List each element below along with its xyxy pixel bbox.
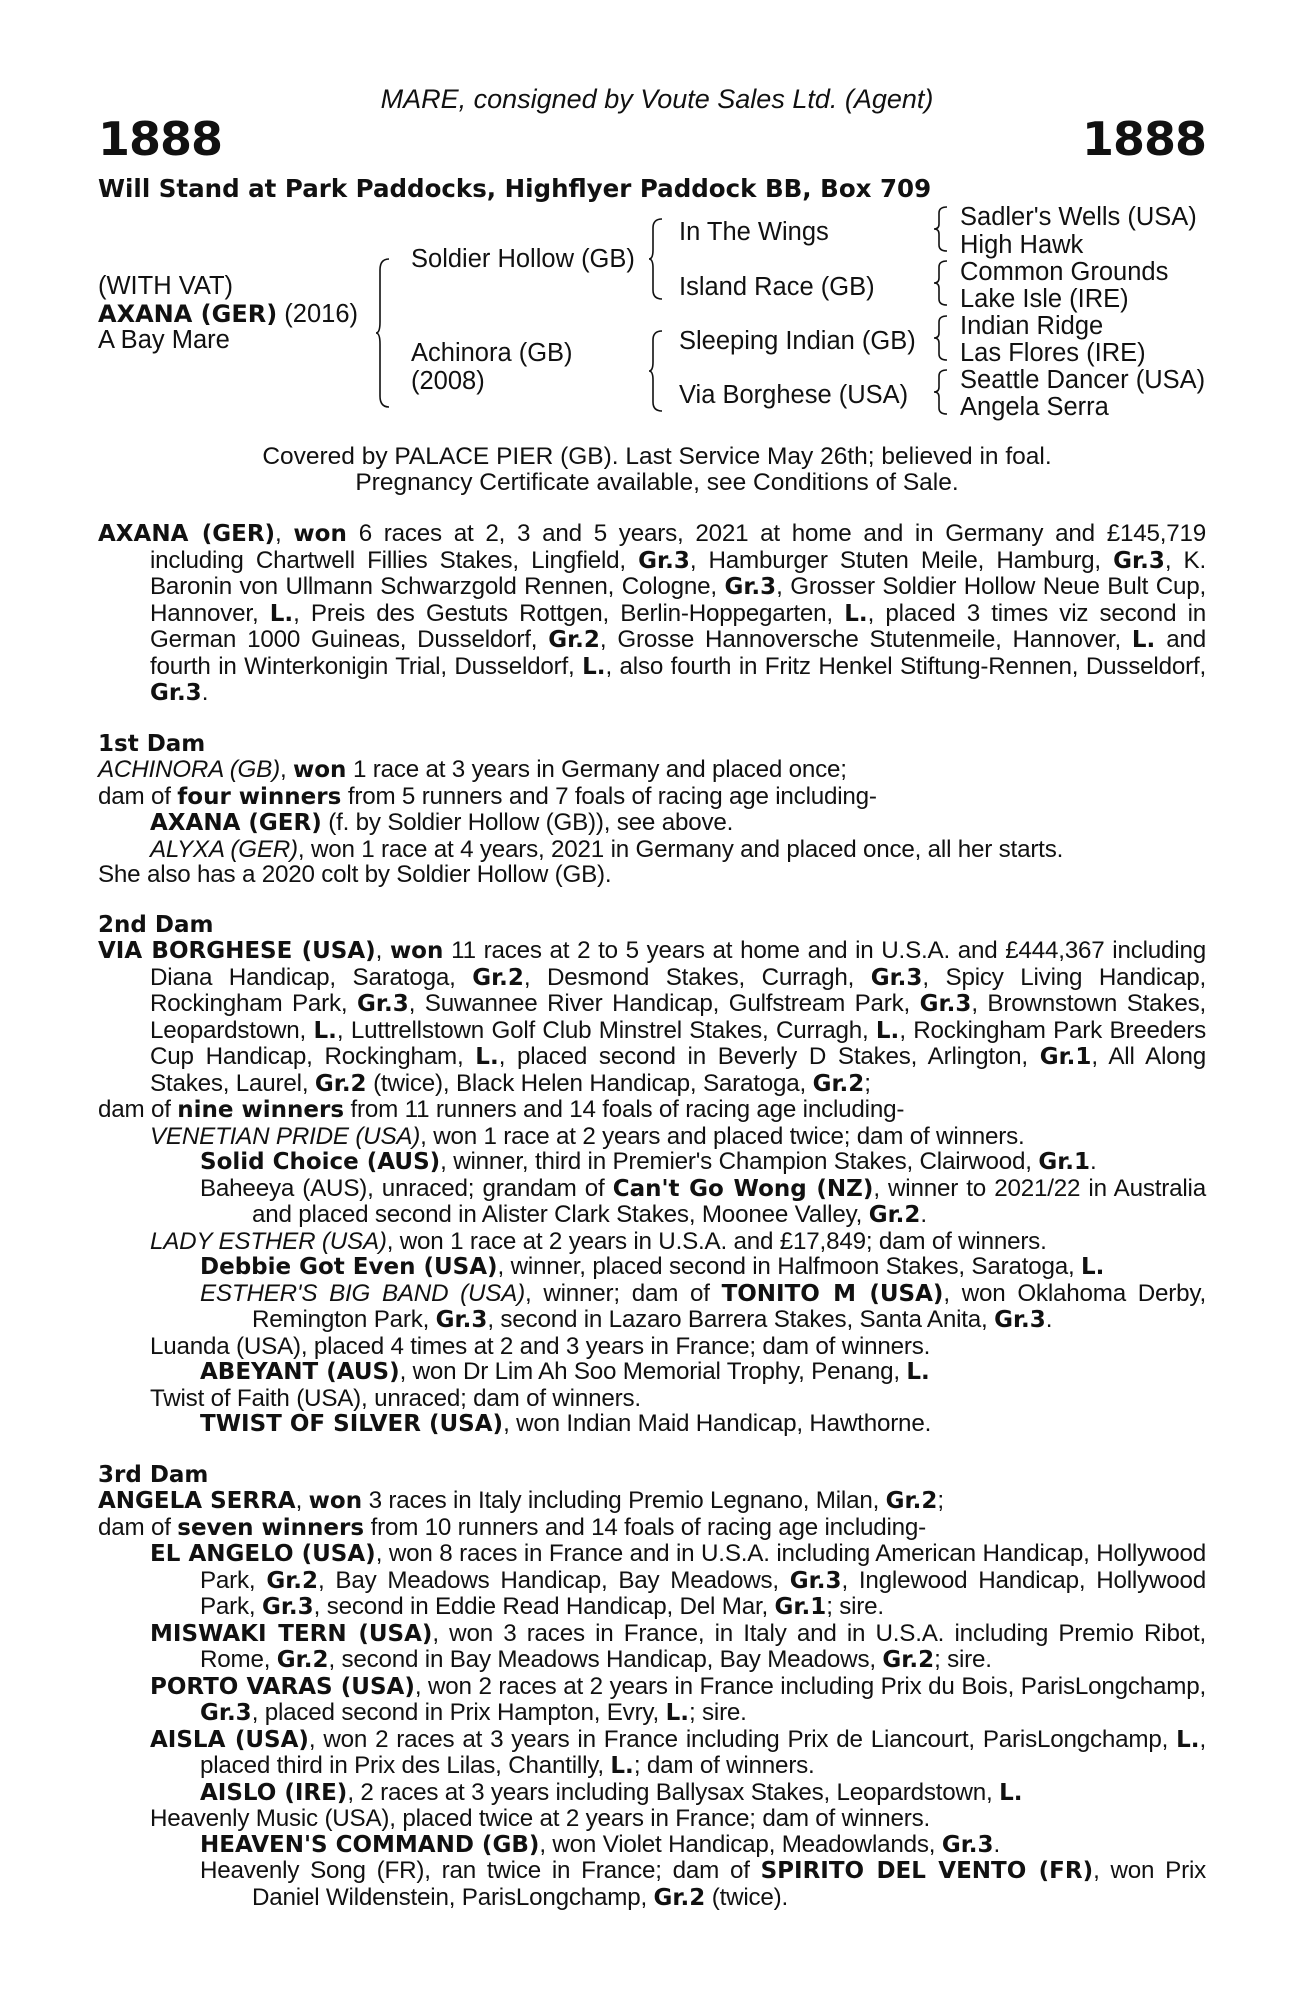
gen4-6: Las Flores (IRE) (960, 339, 1146, 367)
italic-run: ESTHER'S BIG BAND (USA) (200, 1279, 525, 1307)
vat-note: (WITH VAT) (98, 272, 234, 300)
produce-twist-of-faith (98, 1386, 1206, 1412)
third-dam-heading: 3rd Dam (98, 1461, 209, 1488)
bold-run: Can't Go Wong (NZ) (612, 1175, 874, 1202)
sire-name: Soldier Hollow (GB) (411, 245, 635, 273)
bold-run: Gr.2 (812, 1070, 865, 1097)
text-run: , Preis des Gestuts Rottgen, Berlin-Hoppegarten, (293, 599, 845, 627)
text-run: 11 races at 2 to 5 years at home and in U.S.A. and £444,367 including Diana Handicap, Saratoga, (150, 937, 1206, 991)
bold-run: L. (610, 1753, 634, 1779)
bold-run: L. (665, 1700, 689, 1726)
bold-run: nine winners (177, 1097, 345, 1123)
text-run: . (1090, 1148, 1097, 1175)
horse-year: (2016) (284, 300, 358, 328)
text-run: , Spicy Living Handicap, Rockingham Park, (150, 963, 1206, 1017)
bold-run: HEAVEN'S COMMAND (GB) (200, 1831, 540, 1858)
bold-run: Gr.2 (314, 1070, 367, 1097)
bold-run: TONITO M (USA) (721, 1280, 944, 1307)
bold-run: Gr.3 (435, 1307, 488, 1333)
text-run: ; dam of winners. (633, 1752, 815, 1779)
bold-run: Solid Choice (AUS) (200, 1149, 441, 1175)
text-run: , placed second in Beverly D Stakes, Arlington, (498, 1043, 1040, 1070)
bold-run: Gr.1 (1038, 1149, 1090, 1175)
text-run: and fourth in Winterkonigin Trial, Dusseldorf, (150, 626, 1206, 680)
bold-run: won (293, 521, 347, 547)
bold-run: Gr.3 (1113, 547, 1165, 574)
text-run: . (1045, 1306, 1053, 1333)
bold-run: VIA BORGHESE (USA) (98, 938, 376, 964)
bold-run: TWIST OF SILVER (USA) (200, 1411, 504, 1437)
text-run: Heavenly Song (FR), ran twice in France; dam of (200, 1857, 761, 1884)
gen4-2: High Hawk (960, 231, 1084, 259)
text-run: , won Prix Daniel Wildenstein, ParisLongchamp, (252, 1857, 1207, 1911)
text-run: , Hamburger Stuten Meile, Hamburg, (689, 546, 1114, 574)
text-run: ; (864, 1069, 871, 1097)
second-dam-record (98, 938, 1206, 1097)
text-run: dam of (98, 1096, 178, 1123)
text-run: , won 8 races in France and in U.S.A. including American Handicap, Hollywood Park, (200, 1540, 1206, 1594)
bold-run: Gr.2 (653, 1884, 706, 1911)
produce-heavenly-song (98, 1858, 1206, 1911)
text-run: , Luttrellstown Golf Club Minstrel Stakes, Curragh, (336, 1016, 876, 1044)
produce-el-angelo (98, 1541, 1206, 1621)
text-run: , winner, placed second in Halfmoon Stakes, Saratoga, (497, 1253, 1082, 1280)
bold-run: won (308, 1488, 363, 1514)
text-run: , 2 races at 3 years including Ballysax Stakes, Leopardstown, (347, 1778, 1000, 1806)
text-run: ; (937, 1487, 944, 1514)
produce-baheeya (98, 1176, 1206, 1229)
bold-run: ABEYANT (AUS) (200, 1359, 400, 1385)
bold-run: L. (844, 600, 868, 627)
bold-run: L. (1176, 1726, 1200, 1753)
gen4-4: Lake Isle (IRE) (960, 285, 1129, 313)
first-dam-heading: 1st Dam (98, 730, 206, 757)
bold-run: EL ANGELO (USA) (150, 1541, 376, 1567)
bold-run: Gr.3 (357, 991, 409, 1017)
produce-twist-of-silver (98, 1411, 1206, 1438)
bold-run: seven winners (177, 1514, 365, 1541)
text-run: (f. by Soldier Hollow (GB)), see above. (321, 809, 734, 836)
bold-run: AXANA (GER) (150, 810, 322, 836)
text-run: , winner to 2021/22 in Australia and placed second in Alister Clark Stakes, Moonee Valley, (252, 1174, 1206, 1228)
text-run: from 11 runners and 14 foals of racing age including- (344, 1096, 905, 1123)
bold-run: Gr.2 (266, 1567, 319, 1594)
brace-island-race (934, 260, 948, 306)
brace-sire-line (649, 218, 663, 300)
horse-name: AXANA (GER) (98, 300, 278, 328)
text-run: , All Along Stakes, Laurel, (150, 1043, 1206, 1097)
bold-run: Gr.3 (724, 574, 777, 600)
text-run: 3 races in Italy including Premio Legnano, Milan, (362, 1487, 886, 1514)
bold-run: L. (999, 1779, 1023, 1806)
axana-record (98, 521, 1206, 707)
produce-abeyant (98, 1359, 1206, 1386)
covered-note: Covered by PALACE PIER (GB). Last Service May 26th; believed in foal. (262, 443, 1052, 470)
text-run: Baheeya (AUS), unraced; grandam of (200, 1174, 613, 1202)
gen3-3: Sleeping Indian (GB) (679, 327, 916, 355)
dam-year: (2008) (411, 367, 485, 395)
produce-heavens-command (98, 1832, 1206, 1859)
text-run: Luanda (USA), placed 4 times at 2 and 3 years in France; dam of winners. (150, 1332, 931, 1360)
bold-run: Gr.3 (261, 1594, 314, 1620)
text-run: . (920, 1201, 927, 1228)
produce-lady-esther (98, 1229, 1206, 1255)
text-run: , second in Bay Meadows Handicap, Bay Meadows, (328, 1646, 883, 1673)
text-run: 6 races at 2, 3 and 5 years, 2021 at home and in Germany and £145,719 including Chartwell Fillies Stakes, Lingfield, (150, 520, 1206, 574)
text-run: 1 race at 3 years in Germany and placed once; (346, 756, 847, 783)
text-run: , Grosse Hannoversche Stutenmeile, Hannover, (599, 626, 1132, 653)
gen4-3: Common Grounds (960, 258, 1169, 286)
bold-run: L. (313, 1017, 337, 1044)
bold-run: Gr.2 (868, 1202, 921, 1228)
brace-in-the-wings (934, 206, 948, 252)
stand-location: Will Stand at Park Paddocks, Highflyer Paddock BB, Box 709 (98, 174, 932, 203)
text-run: , won Violet Handicap, Meadowlands, (539, 1830, 942, 1858)
text-run: , Desmond Stakes, Curragh, (523, 963, 871, 991)
lot-number-left: 1888 (98, 112, 223, 166)
text-run: , won 1 race at 2 years in U.S.A. and £17,849; dam of winners. (386, 1227, 1047, 1255)
text-run: ; sire. (934, 1646, 992, 1673)
text-run: , won 1 race at 2 years and placed twice; dam of winners. (420, 1122, 1025, 1150)
bold-run: L. (475, 1044, 499, 1070)
produce-porto-varas (98, 1674, 1206, 1727)
bold-run: four winners (177, 783, 342, 810)
text-run: , second in Eddie Read Handicap, Del Mar, (313, 1593, 775, 1620)
catalogue-body (98, 521, 1206, 1911)
text-run: , won 2 races at 2 years in France including Prix du Bois, ParisLongchamp, (414, 1672, 1206, 1700)
bold-run: Gr.3 (200, 1700, 252, 1726)
bold-run: MISWAKI TERN (USA) (150, 1620, 433, 1647)
text-run: ; sire. (688, 1699, 747, 1726)
brace-via-borghese (934, 369, 948, 415)
gen3-4: Via Borghese (USA) (679, 381, 909, 409)
text-run: She also has a 2020 colt by Soldier Hollow (GB). (98, 861, 612, 888)
second-dam-produce (98, 1097, 1206, 1124)
gen3-2: Island Race (GB) (679, 273, 875, 301)
bold-run: won (389, 938, 444, 964)
lot-number-right: 1888 (1081, 112, 1206, 166)
produce-axana (98, 810, 1206, 837)
bold-run: won (293, 757, 347, 783)
text-run: , also fourth in Fritz Henkel Stiftung-Rennen, Dusseldorf, (605, 652, 1206, 680)
text-run: , (295, 1487, 309, 1514)
text-run: dam of (98, 1513, 178, 1541)
produce-heavenly-music (98, 1806, 1206, 1832)
gen4-1: Sadler's Wells (USA) (960, 203, 1197, 231)
text-run: , winner; dam of (525, 1279, 722, 1307)
text-run: , Grosser Soldier Hollow Neue Bult Cup, Hannover, (150, 573, 1206, 627)
text-run: Twist of Faith (USA), unraced; dam of winners. (150, 1384, 641, 1412)
text-run: , (375, 937, 390, 964)
pregnancy-note: Pregnancy Certificate available, see Conditions of Sale. (355, 469, 959, 496)
produce-miswaki-tern (98, 1621, 1206, 1674)
text-run: , placed second in Prix Hampton, Evry, (251, 1699, 666, 1726)
gen3-1: In The Wings (679, 218, 829, 246)
second-dam-heading: 2nd Dam (98, 911, 214, 938)
dam-name: Achinora (GB) (411, 339, 573, 367)
text-run: (twice), Black Helen Handicap, Saratoga, (366, 1069, 813, 1097)
bold-run: L. (582, 653, 606, 680)
text-run: from 10 runners and 14 foals of racing age including- (364, 1513, 927, 1541)
text-run: . (201, 679, 209, 706)
first-dam-note (98, 862, 1206, 888)
bold-run: L. (906, 1359, 930, 1385)
bold-run: AISLO (IRE) (200, 1779, 348, 1806)
text-run: dam of (98, 782, 178, 810)
produce-esthers-big-band (98, 1281, 1206, 1334)
bold-run: Gr.3 (870, 964, 923, 991)
text-run: (twice). (705, 1883, 789, 1911)
bold-run: Gr.3 (941, 1831, 994, 1858)
bold-run: Gr.3 (919, 991, 972, 1017)
text-run: , (275, 520, 294, 547)
text-run: , Rockingham Park Breeders Cup Handicap, Rockingham, (150, 1016, 1207, 1070)
text-run: from 5 runners and 7 foals of racing age including- (341, 782, 877, 810)
bold-run: Gr.1 (774, 1594, 827, 1620)
text-run: ; sire. (826, 1593, 884, 1620)
italic-run: ACHINORA (GB) (98, 756, 280, 783)
third-dam-record (98, 1488, 1206, 1515)
bold-run: Gr.1 (1039, 1044, 1092, 1070)
bold-run: L. (269, 600, 294, 627)
text-run: , won 1 race at 4 years, 2021 in Germany and placed once, all her starts. (297, 835, 1064, 863)
text-run: , won Indian Maid Handicap, Hawthorne. (503, 1410, 932, 1437)
gen4-5: Indian Ridge (960, 312, 1104, 340)
italic-run: VENETIAN PRIDE (USA) (150, 1122, 421, 1150)
text-run: , placed third in Prix des Lilas, Chantilly, (200, 1725, 1206, 1779)
produce-alyxa (98, 837, 1206, 863)
horse-description: A Bay Mare (98, 326, 230, 354)
bold-run: Gr.3 (994, 1307, 1046, 1333)
text-run: , Bay Meadows Handicap, Bay Meadows, (318, 1566, 790, 1594)
bold-run: Gr.3 (150, 680, 202, 706)
text-run: Heavenly Music (USA), placed twice at 2 years in France; dam of winners. (150, 1805, 931, 1832)
text-run: , (279, 756, 293, 783)
first-dam-record (98, 757, 1206, 784)
produce-venetian-pride (98, 1124, 1206, 1150)
consignor-line: MARE, consigned by Voute Sales Ltd. (Agent) (380, 84, 934, 114)
bold-run: L. (875, 1017, 900, 1044)
bold-run: Gr.2 (885, 1488, 938, 1514)
bold-run: AXANA (GER) (98, 521, 276, 547)
text-run: , won Dr Lim Ah Soo Memorial Trophy, Penang, (399, 1358, 907, 1385)
produce-luanda (98, 1334, 1206, 1360)
bold-run: Gr.2 (472, 964, 524, 991)
bold-run: Gr.3 (638, 547, 690, 574)
bold-run: ANGELA SERRA (98, 1488, 296, 1514)
bold-run: Gr.2 (882, 1647, 935, 1673)
text-run: , placed 3 times viz second in German 1000 Guineas, Dusseldorf, (150, 599, 1207, 653)
first-dam-produce (98, 784, 1206, 811)
produce-aislo (98, 1780, 1206, 1807)
text-run: , won 2 races at 3 years in France including Prix de Liancourt, ParisLongchamp, (308, 1725, 1177, 1753)
text-run: , winner, third in Premier's Champion Stakes, Clairwood, (440, 1148, 1039, 1175)
text-run: , Brownstown Stakes, Leopardstown, (150, 990, 1206, 1044)
text-run: , won Oklahoma Derby, Remington Park, (252, 1279, 1207, 1333)
text-run: , second in Lazaro Barrera Stakes, Santa Anita, (487, 1306, 995, 1333)
italic-run: LADY ESTHER (USA) (150, 1227, 387, 1255)
gen4-8: Angela Serra (960, 393, 1109, 421)
bold-run: SPIRITO DEL VENTO (FR) (760, 1858, 1094, 1884)
bold-run: L. (1131, 627, 1156, 653)
text-run: , Inglewood Handicap, Hollywood Park, (200, 1566, 1206, 1620)
italic-run: ALYXA (GER) (150, 835, 298, 863)
text-run: , Suwannee River Handicap, Gulfstream Park, (408, 990, 920, 1017)
produce-debbie-got-even (98, 1254, 1206, 1281)
horse-name-line (98, 300, 358, 328)
brace-dam-line (649, 330, 663, 412)
gen4-7: Seattle Dancer (USA) (960, 366, 1206, 394)
bold-run: Gr.2 (276, 1647, 329, 1673)
bold-run: Gr.2 (548, 627, 600, 653)
bold-run: Gr.3 (789, 1567, 842, 1594)
bold-run: AISLA (USA) (150, 1726, 309, 1753)
bold-run: Debbie Got Even (USA) (200, 1254, 498, 1280)
bold-run: L. (1081, 1254, 1105, 1280)
brace-sleeping-indian (934, 315, 948, 361)
third-dam-produce (98, 1515, 1206, 1542)
brace-sire-dam (376, 258, 390, 408)
text-run: , K. Baronin von Ullmann Schwarzgold Rennen, Cologne, (150, 546, 1206, 600)
text-run: . (993, 1830, 1001, 1858)
text-run: , won 3 races in France, in Italy and in U.S.A. including Premio Ribot, Rome, (200, 1619, 1207, 1673)
produce-aisla (98, 1727, 1206, 1780)
bold-run: PORTO VARAS (USA) (150, 1673, 415, 1700)
produce-solid-choice (98, 1149, 1206, 1176)
